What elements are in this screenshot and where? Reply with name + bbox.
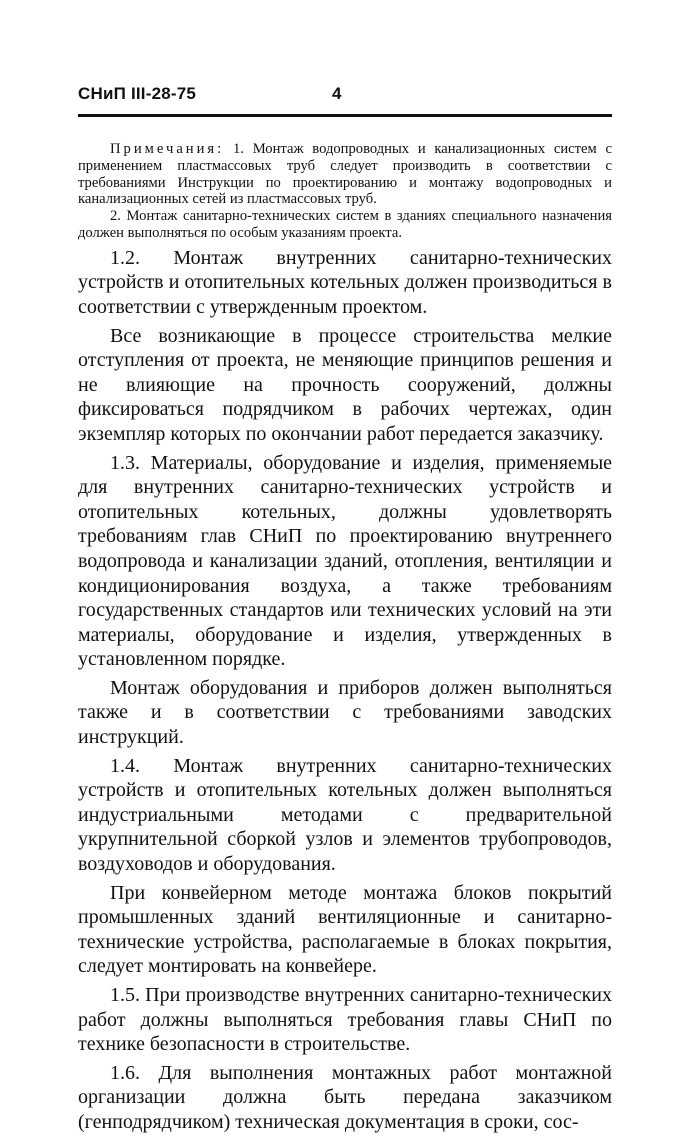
clause-number: 1.5. [110,984,140,1006]
body-text [78,246,612,1135]
paragraph [78,1061,612,1135]
notes-block [78,141,612,242]
page-header [78,84,612,117]
document-page [78,84,612,1139]
paragraph-text: Монтаж внутренних санитарно-технических устройств и отопительных котельных должен выполняться индустриальными методами с предварительной укрупнительной сборкой узлов и элементов трубопроводов, воздуховодов и оборудования. [78,754,613,876]
page-number: 4 [332,84,342,103]
note-2: 2. Монтаж санитарно-технических систем в зданиях специального назначения должен выполняться по особым указаниям проекта. [78,208,612,241]
clause-number: 1.3. [110,451,140,474]
paragraph [78,676,612,750]
paragraph [78,983,612,1057]
paragraph-text: При конвейерном методе монтажа блоков покрытий промышленных зданий вентиляционные и санитарно-технические устройства, располагаемые в блоках покрытия, следует монтировать на конвейере. [78,881,612,978]
clause-number: 1.2. [110,246,140,269]
paragraph-text: Монтаж оборудования и приборов должен выполняться также и в соответствии с требованиями заводских инструкций. [78,676,612,749]
note-1 [78,141,612,208]
clause-number: 1.4. [110,754,140,777]
note-1-text: Монтаж водопроводных и канализационных систем с применением пластмассовых труб следует производить в соответствии с требованиями Инструкции по проектированию и монтажу водопроводных и канализационных сетей из пластмассовых труб. [78,141,612,208]
paragraph [78,246,612,320]
document-code: СНиП III-28-75 [78,84,197,103]
paragraph-text: Монтаж внутренних санитарно-технических устройств и отопительных котельных должен производиться в соответствии с утвержденным проектом. [78,246,613,318]
paragraph [78,754,612,877]
paragraph-text: Все возникающие в процессе строительства мелкие отступления от проекта, не меняющие принципов решения и не влияющие на прочность сооружений, должны фиксироваться подрядчиком в рабочих чертежах, один экземпляр которых по окончании работ передается заказчику. [78,324,612,445]
paragraph [78,324,612,447]
notes-label: Примечания: [110,141,225,157]
paragraph [78,881,612,979]
paragraph-text: Для выполнения монтажных работ монтажной организации должна быть передана заказчиком (генподрядчиком) техническая документация в сроки, сос- [78,1061,613,1133]
paragraph-text: Материалы, оборудование и изделия, применяемые для внутренних санитарно-технических устройств и отопительных котельных, должны удовлетворять требованиям глав СНиП по проектированию внутреннего водопровода и канализации зданий, отопления, вентиляции и кондиционирования воздуха, а также требованиям государственных стандартов или технических условий на эти материалы, оборудование и изделия, утвержденных в установленном порядке. [78,451,613,671]
paragraph [78,451,612,672]
clause-number: 1.6. [110,1061,140,1084]
note-1-number: 1. [232,141,244,157]
paragraph-text: При производстве внутренних санитарно-технических работ должны выполняться требования главы СНиП по технике безопасности в строительстве. [78,984,613,1056]
